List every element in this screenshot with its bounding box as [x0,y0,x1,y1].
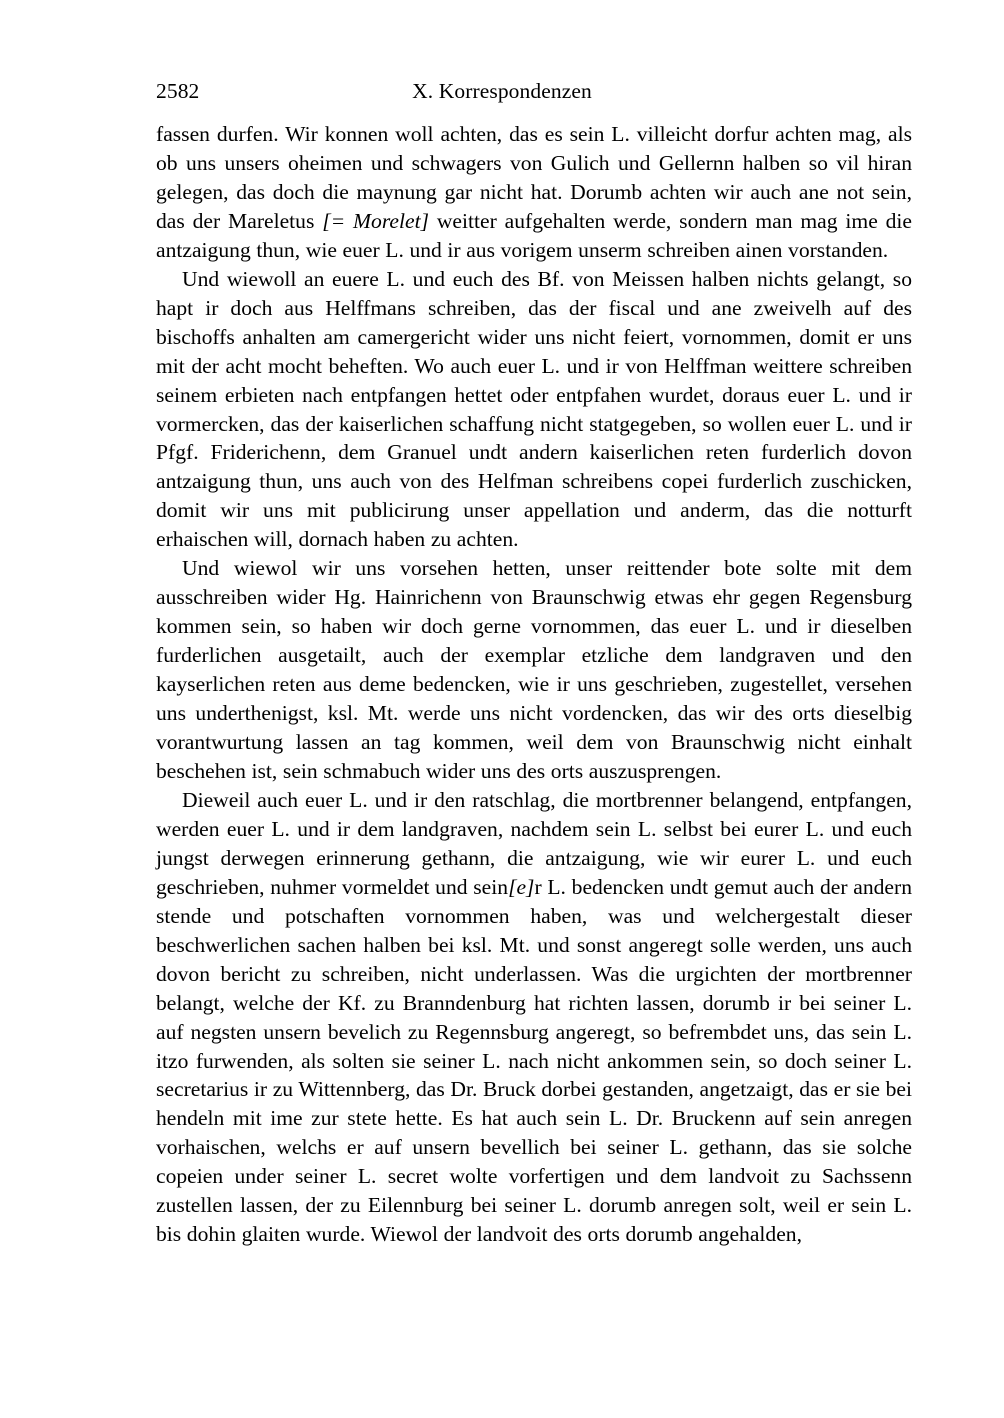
paragraph-4 [156,786,912,1249]
text-run: weitter aufgehalten werde, sondern man mag ime die antzaigung thun, wie euer L. und ir aus vorigem unserm schreiben ainen vorstanden. [156,208,913,262]
editorial-insertion: [e] [508,874,535,899]
editorial-insertion: [= Morelet] [322,208,429,233]
paragraph-2 [156,265,912,555]
text-run: fassen durfen. Wir konnen woll achten, das es sein L. villeicht dorfur achten mag, als ob uns unsers oheimen und schwagers von Gulich und Gellernn halben so vil hiran gelegen, das doch die maynung gar nicht hat. Dorumb achten wir auch ane not sein, das der Mareletus [156,122,912,233]
paragraph-1 [156,120,912,265]
text-run: r L. bedencken undt gemut auch der andern stende und potschaften vornommen haben, was und welchergestalt dieser beschwerlichen sachen halben bei ksl. Mt. und sonst angeregt solle werden, uns auch dovon bericht zu schreiben, nicht underlassen. Was die urgichten der mortbrenner belangt, welche der Kf. zu Branndenburg hat richten lassen, dorumb ir bei seiner L. auf negsten unsern bevelich zu Regennsburg angeregt, so befrembdet uns, das sein L. itzo furwenden, als solten sie seiner L. nach nicht ankommen sein, so doch seiner L. secretarius ir zu Wittennberg, das Dr. Bruck dorbei gestanden, angetzaigt, das er sie bei hendeln mit ime zur stete hette. Es hat auch sein L. Dr. Bruckenn auf sein anregen vorhaischen, welchs er auf unsern bevellich bei seiner L. gethann, das sie solche copeien under seiner L. secret wolte vorfertigen und dem landvoit zu Sachssenn zustellen lassen, der zu Eilennburg bei seiner L. dorumb anregen solt, weil er sein L. bis dohin glaiten wurde. Wiewol der landvoit des orts dorumb angehalden, [156,874,913,1247]
paragraph-3 [156,554,912,786]
section-title: X. Korrespondenzen [412,79,592,103]
body-text-block [156,120,912,1249]
running-head [156,78,912,104]
text-run: Dieweil auch euer L. und ir den ratschlag, die mortbrenner belangend, entpfangen, werden euer L. und ir dem landgraven, nachdem sein L. selbst bei eurer L. und euch jungst derwegen erinnerung gethann, die antzaigung, wie wir eurer L. und euch geschrieben, nuhmer vormeldet und sein [156,787,912,899]
text-run: Und wiewol wir uns vorsehen hetten, unser reittender bote solte mit dem ausschreiben wider Hg. Hainrichenn von Braunschwig etwas ehr gegen Regensburg kommen sein, so haben wir doch gerne vornommen, das euer L. und ir dieselben furderlichen ausgetailt, auch der exemplar etzliche dem landgraven und den kayserlichen reten aus deme bedencken, wie ir uns geschrieben, zugestellet, versehen uns underthenigst, ksl. Mt. werde uns nicht vordencken, das wir des orts dieselbig vorantwurtung lassen an tag kommen, weil dem von Braunschwig nicht einhalt beschehen ist, sein schmabuch wider uns des orts auszusprengen. [156,556,912,783]
text-run: Und wiewoll an euere L. und euch des Bf. von Meissen halben nichts gelangt, so hapt ir doch aus Helffmans schreiben, das der fiscal und ane zweivelh auf des bischoffs anhalten am camergericht wider uns nicht feiert, vornommen, domit er uns mit der acht mocht beheften. Wo auch euer L. und ir von Helffman weittere schreiben seinem erbieten nach entpfangen hettet oder entpfahen wurdet, doraus euer L. und ir vormercken, das der kaiserlichen schaffung nicht statgegeben, so wollen euer L. und ir Pfgf. Friderichenn, dem Granuel undt andern kaiserlichen reten furderlich dovon antzaigung thun, uns auch von des Helfman schreibens copei furderlich zuschicken, domit wir uns mit publicirung unser appellation und anderm, das die notturft erhaischen will, dornach haben zu achten. [156,266,912,552]
page-number: 2582 [156,79,200,103]
